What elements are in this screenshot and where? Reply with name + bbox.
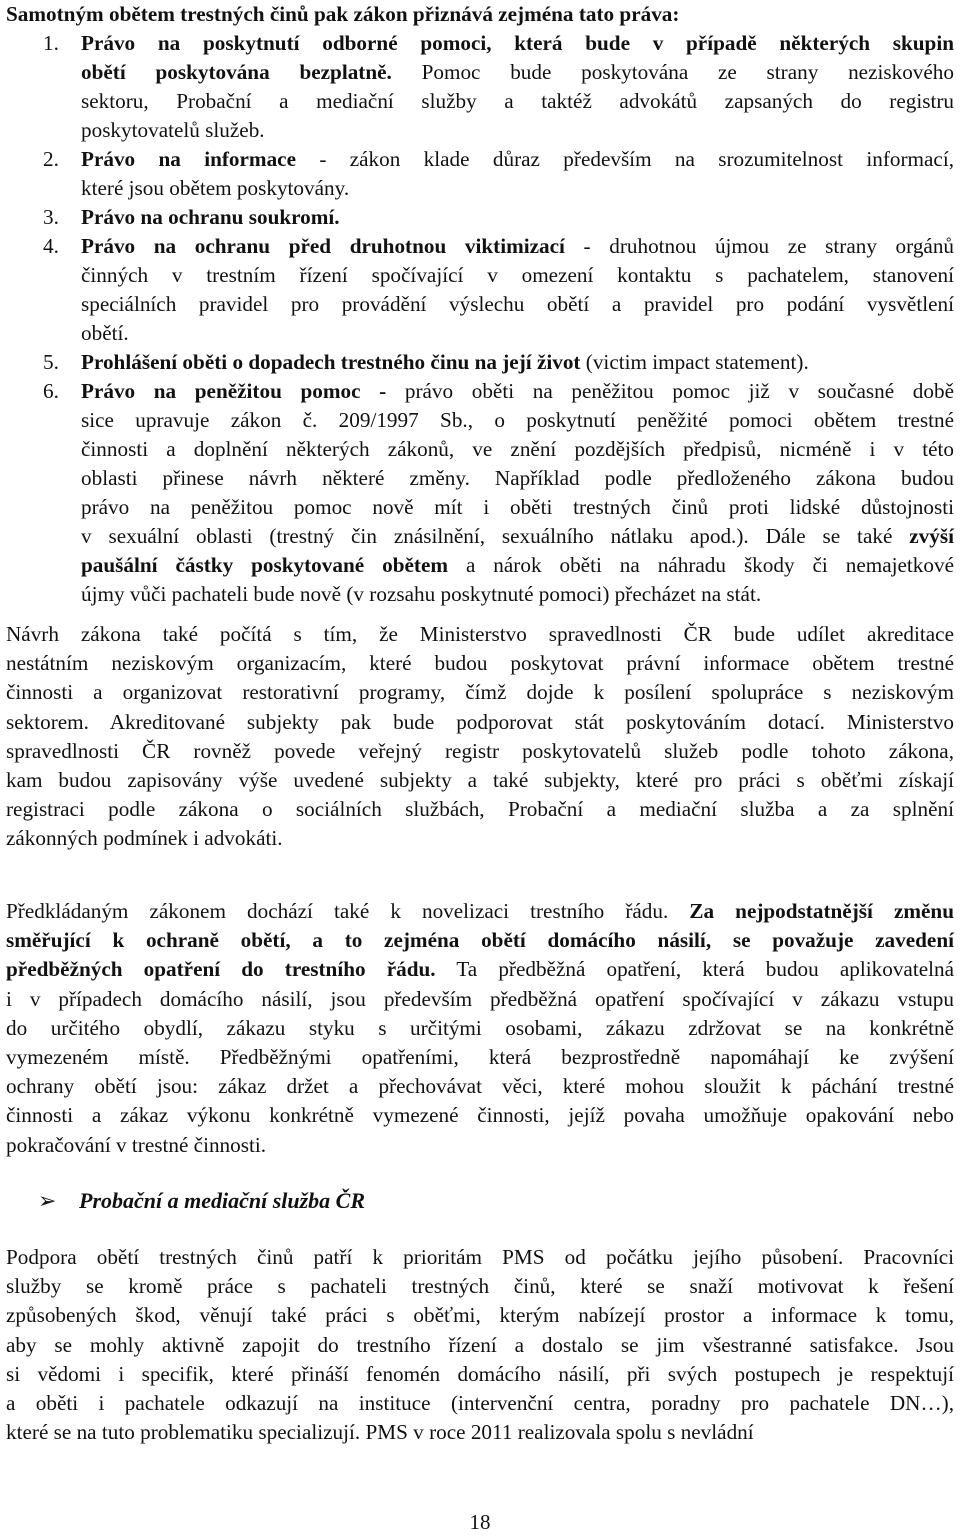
text: činnosti a doplnění některých zákonů, ve znění pozdějších předpisů, nicméně i v této (81, 437, 954, 461)
text: i v případech domácího násilí, jsou především předběžná opatření spočívající v zákazu vstupu (6, 986, 954, 1011)
bold-text: obětí poskytována bezplatně. (81, 60, 392, 84)
text-line (6, 1243, 954, 1272)
right-item (6, 145, 954, 203)
text: spravedlnosti ČR rovněž povede veřejný registr poskytovatelů služeb podle tohoto zákona, (6, 738, 954, 763)
text-line (81, 87, 954, 116)
bold-text: Právo na informace (81, 147, 296, 171)
text: činnosti a organizovat restorativní programy, čímž dojde k posílení spolupráce s neziskovým (6, 680, 954, 705)
text: do určitého obydlí, zákazu styku s určitými osobami, zákazu zdržovat se na konkrétně (6, 1015, 954, 1040)
bold-text: paušální částky poskytované obětem (81, 553, 448, 577)
item-number: 3. (43, 205, 59, 229)
text: a nárok oběti na náhradu škody či nemajetkové (448, 553, 954, 577)
text-line (6, 678, 954, 707)
text: činnosti a zákaz výkonu konkrétně vymezené činnosti, jejíž povaha umožňuje opakování nebo (6, 1103, 954, 1128)
item-number: 2. (43, 147, 59, 171)
text: právo oběti na peněžitou pomoc již v současné době (386, 379, 954, 403)
paragraph-criminal-procedure (6, 897, 954, 1160)
bold-text: předběžných opatření do trestního řádu. (6, 957, 436, 982)
text-line (6, 649, 954, 678)
text: ochrany obětí jsou: zákaz držet a přechovávat věci, které mohou sloužit k páchání trestné (6, 1074, 954, 1099)
right-item (6, 377, 954, 609)
text-line (6, 1014, 954, 1043)
text-line (6, 955, 954, 984)
text-line (6, 708, 954, 737)
text: - druhotnou újmou ze strany orgánů (564, 234, 955, 258)
arrow-bullet-icon: ➢ (38, 1188, 57, 1213)
text: činných v trestním řízení spočívající v omezení kontaktu s pachatelem, stanovení (81, 263, 954, 287)
item-number: 1. (43, 31, 59, 55)
bold-text: Za nejpodstatnější změnu (689, 899, 954, 923)
text: kam budou zapisovány výše uvedené subjekty a také subjekty, které pro práci s oběťmi získají (6, 768, 954, 793)
text: speciálních pravidel pro provádění výslechu obětí a pravidel pro podání vysvětlení (81, 292, 954, 316)
text: které se na tuto problematiku specializují. PMS v roce 2011 realizovala spolu s nevládní (6, 1420, 754, 1445)
bold-text: Právo na poskytnutí odborné pomoci, která bude v případě některých skupin (81, 31, 954, 55)
right-item (6, 203, 954, 232)
text-line (81, 290, 954, 319)
intro-sentence: Samotným obětem trestných činů pak zákon přiznává zejména tato práva: (6, 2, 680, 26)
text-line (81, 522, 954, 551)
paragraph-pms (6, 1243, 954, 1447)
right-item (6, 29, 954, 145)
text-line (81, 232, 954, 261)
bold-text: Právo na ochranu před druhotnou viktimizací (81, 234, 565, 258)
item-number: 6. (43, 379, 59, 403)
text-line (6, 737, 954, 766)
text: sice upravuje zákon č. 209/1997 Sb., o poskytnutí peněžité pomoci obětem trestné (81, 408, 954, 432)
text: (victim impact statement). (580, 350, 809, 374)
text-line (6, 1331, 954, 1360)
text-line (6, 1272, 954, 1301)
bold-text: zvýší (909, 524, 954, 548)
text-line (81, 58, 954, 87)
text-line (6, 1101, 954, 1130)
text: újmy vůči pachateli bude nově (v rozsahu poskytnuté pomoci) přecházet na stát. (81, 582, 762, 606)
bold-text: směřující k ochraně obětí, a to zejména obětí domácího násilí, se považuje zavedení (6, 928, 954, 953)
text: poskytovatelů služeb. (81, 118, 265, 142)
text-line (81, 493, 954, 522)
text-line (6, 1418, 954, 1447)
text-line (81, 29, 954, 58)
text: si vědomi i specifik, které přináší fenomén domácího násilí, při svých postupech je respektují (6, 1361, 954, 1386)
text: právo na peněžitou pomoc nově mít i oběti trestných činů proti lidské důstojnosti (81, 495, 954, 519)
text-line (6, 1389, 954, 1418)
text: pokračování v trestné činnosti. (6, 1132, 267, 1157)
text: sektorem. Akreditované subjekty pak bude podporovat stát poskytováním dotací. Ministerstvo (6, 709, 954, 734)
text-line (6, 1072, 954, 1101)
text: obětí. (81, 321, 129, 345)
text-line (81, 348, 954, 377)
text-line (81, 261, 954, 290)
item-number: 4. (43, 234, 59, 258)
text-line (6, 824, 954, 853)
bold-text: Právo na ochranu soukromí. (81, 205, 340, 229)
text: nestátním neziskovým organizacím, které budou poskytovat právní informace obětem trestné (6, 651, 954, 676)
text-line (6, 985, 954, 1014)
text-line (6, 1301, 954, 1330)
text-line (81, 551, 954, 580)
text: Ta předběžná opatření, která budou aplikovatelná (435, 957, 954, 982)
text-line (81, 435, 954, 464)
text-line (6, 926, 954, 955)
text: sektoru, Probační a mediační služby a taktéž advokátů zapsaných do registru (81, 89, 954, 113)
text-line (81, 145, 954, 174)
text-line (81, 406, 954, 435)
text: zákonných podmínek i advokáti. (6, 826, 283, 851)
text-line (6, 1360, 954, 1389)
text: v sexuální oblasti (trestný čin znásilnění, sexuálního nátlaku apod.). Dále se také (81, 524, 910, 548)
right-item (6, 232, 954, 348)
text: Návrh zákona také počítá s tím, že Ministerstvo spravedlnosti ČR bude udílet akreditace (6, 622, 954, 646)
text-line (81, 377, 954, 406)
text-line (6, 1131, 954, 1160)
text: oblasti přinese návrh některé změny. Například podle předloženého zákona budou (81, 466, 954, 490)
bold-text: Právo na peněžitou pomoc - (81, 379, 387, 403)
text: služby se kromě práce s pachateli trestných činů, které se snaží motivovat k řešení (6, 1274, 954, 1299)
text: Podpora obětí trestných činů patří k prioritám PMS od počátku jejího působení. Pracovníci (6, 1245, 954, 1269)
text-line (81, 319, 954, 348)
text: způsobených škod, věnují také práci s oběťmi, kterým nabízejí prostor a informace k tomu, (6, 1303, 954, 1328)
text-line (81, 174, 954, 203)
text: registraci podle zákona o sociálních službách, Probační a mediační služba a za splnění (6, 797, 954, 822)
text: vymezeném místě. Předběžnými opatřeními, která bezprostředně napomáhají ke zvýšení (6, 1045, 954, 1070)
section-heading-title: Probační a mediační služba ČR (79, 1188, 366, 1213)
text-line (6, 1043, 954, 1072)
section-heading (6, 1185, 954, 1217)
text: - zákon klade důraz především na srozumitelnost informací, (295, 147, 955, 171)
item-number: 5. (43, 350, 59, 374)
text-line (81, 203, 954, 232)
text-line (6, 766, 954, 795)
text: které jsou obětem poskytovány. (81, 176, 350, 200)
page-number: 18 (469, 1510, 491, 1534)
bold-text: Prohlášení oběti o dopadech trestného činu na její život (81, 350, 581, 374)
text: a oběti i pachatele odkazují na instituce (intervenční centra, poradny pro pachatele DN…), (6, 1391, 954, 1416)
paragraph-accreditation (6, 620, 954, 854)
text: Předkládaným zákonem dochází také k novelizaci trestního řádu. (6, 899, 690, 923)
text-line (81, 464, 954, 493)
right-item (6, 348, 954, 377)
text-line (6, 620, 954, 649)
text: aby se mohly aktivně zapojit do trestního řízení a dostalo se jim všestranné satisfakce. Jsou (6, 1332, 954, 1357)
text-line (81, 580, 954, 609)
rights-list (6, 29, 954, 609)
text-line (81, 116, 954, 145)
text: Pomoc bude poskytována ze strany neziskového (391, 60, 954, 84)
text-line (6, 897, 954, 926)
text-line (6, 795, 954, 824)
